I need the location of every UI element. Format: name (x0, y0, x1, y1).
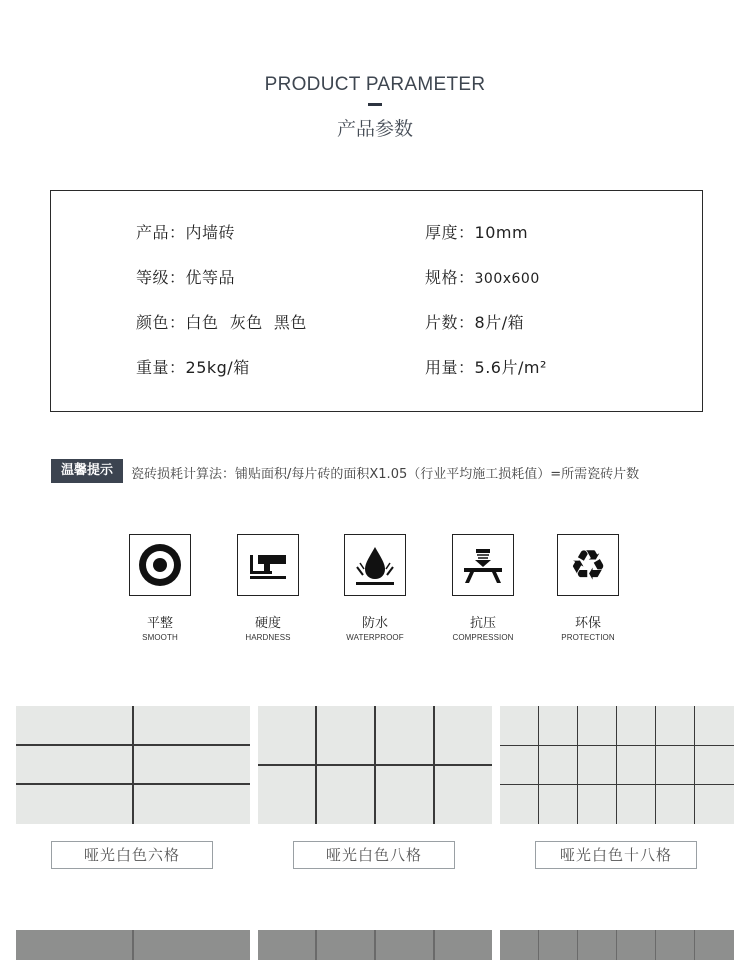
feature-sublabel: WATERPROOF (346, 633, 404, 642)
param-label: 用量： (425, 358, 475, 377)
grout-line (315, 930, 317, 960)
title-cn: 产品参数 (336, 118, 413, 140)
tile-sample-six (16, 706, 250, 824)
grout-line (655, 706, 656, 824)
recycle-icon (557, 534, 619, 596)
grout-line (538, 706, 539, 824)
param-pieces (425, 310, 524, 333)
tile-label-eighteen: 哑光白色十八格 (535, 841, 697, 869)
feature-smooth (120, 534, 200, 642)
feature-label: 环保 (574, 616, 601, 631)
feature-sublabel: PROTECTION (561, 633, 615, 642)
grout-line (374, 930, 376, 960)
param-value: 10mm (474, 223, 529, 242)
param-label: 规格： (425, 268, 475, 287)
tile-sample-eight (258, 706, 492, 824)
feature-protection (548, 534, 628, 642)
title-divider (368, 103, 382, 106)
grout-line (616, 706, 617, 824)
grout-line (258, 764, 492, 766)
param-label: 重量： (136, 358, 186, 377)
feature-compression (443, 534, 523, 642)
feature-waterproof (335, 534, 415, 642)
tip-badge: 温馨提示 (51, 459, 123, 483)
grout-line (16, 744, 250, 746)
param-value: 25kg/箱 (185, 358, 250, 377)
tile-sample-gray-eight (258, 930, 492, 960)
param-value: 300x600 (474, 271, 540, 287)
grout-line (132, 706, 134, 824)
param-thickness (425, 220, 528, 243)
feature-sublabel: HARDNESS (245, 633, 291, 642)
grout-line (577, 930, 578, 960)
grout-line (500, 745, 734, 746)
param-value: 内墙砖 (185, 223, 236, 242)
feature-hardness (228, 534, 308, 642)
waterproof-icon (344, 534, 406, 596)
param-label: 颜色： (136, 313, 186, 332)
param-value: 白色 灰色 黑色 (185, 313, 307, 332)
param-label: 产品： (136, 223, 186, 242)
feature-label: 抗压 (469, 616, 496, 631)
param-grade (136, 265, 235, 288)
tile-sample-gray-eighteen (500, 930, 734, 960)
feature-sublabel: SMOOTH (142, 633, 178, 642)
grout-line (694, 706, 695, 824)
hardness-icon (237, 534, 299, 596)
param-value: 优等品 (185, 268, 236, 287)
svg-text:♻: ♻ (569, 540, 607, 590)
title-en: PRODUCT PARAMETER (264, 74, 486, 95)
grout-line (694, 930, 695, 960)
param-product (136, 220, 235, 243)
param-label: 等级： (136, 268, 186, 287)
feature-label: 硬度 (254, 616, 281, 631)
tile-label-eight: 哑光白色八格 (293, 841, 455, 869)
param-weight (136, 355, 250, 378)
param-usage (425, 355, 547, 378)
grout-line (538, 930, 539, 960)
compression-icon (452, 534, 514, 596)
feature-label: 防水 (361, 616, 388, 631)
grout-line (433, 930, 435, 960)
param-color (136, 310, 307, 333)
param-size (425, 265, 540, 288)
param-value: 5.6片/m² (474, 358, 547, 377)
tile-sample-eighteen (500, 706, 734, 824)
param-label: 厚度： (425, 223, 475, 242)
feature-label: 平整 (146, 616, 173, 631)
grout-line (500, 784, 734, 785)
grout-line (577, 706, 578, 824)
tile-label-six: 哑光白色六格 (51, 841, 213, 869)
grout-line (16, 783, 250, 785)
tile-sample-gray-six (16, 930, 250, 960)
grout-line (616, 930, 617, 960)
smooth-icon (129, 534, 191, 596)
grout-line (655, 930, 656, 960)
grout-line (132, 930, 134, 960)
param-label: 片数： (425, 313, 475, 332)
param-value: 8片/箱 (474, 313, 525, 332)
tip-text: 瓷砖损耗计算法：铺贴面积/每片砖的面积X1.05（行业平均施工损耗值）=所需瓷砖片数 (131, 467, 640, 482)
feature-sublabel: COMPRESSION (452, 633, 514, 642)
